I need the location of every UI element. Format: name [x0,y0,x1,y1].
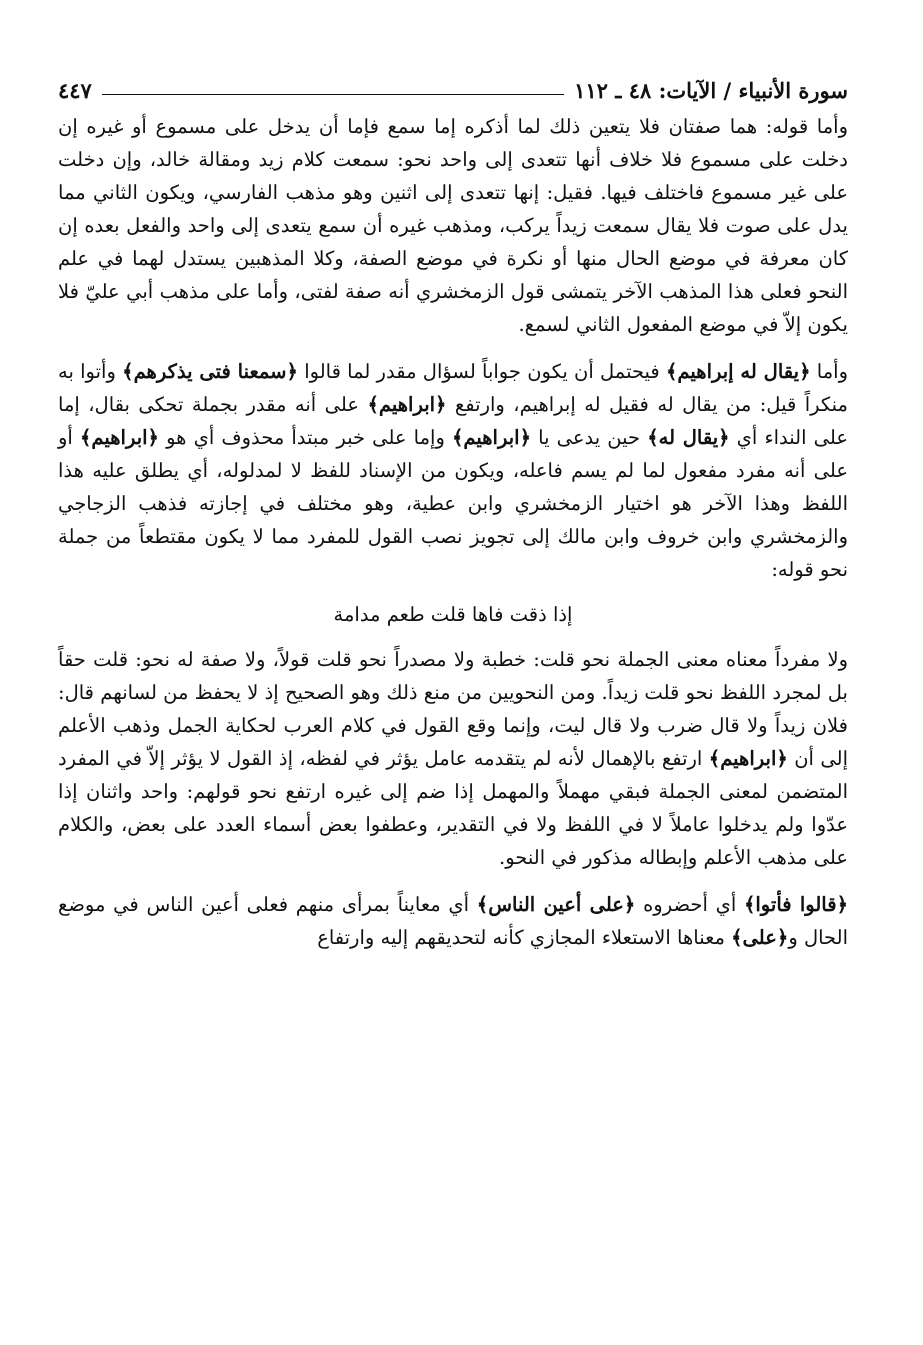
chapter-title: سورة الأنبياء / الآيات: ٤٨ ـ ١١٢ [574,77,848,103]
text-run: أو على أنه مفرد مفعول لما لم يسم فاعله، ويكون من الإسناد للفظ لا لمدلوله، أي يطلق عليه هذا اللفظ وهذا الآخر هو اختيار الزمخشري وابن عطية، وهو مختلف في إجازته فذهب الزجاجي والزمخشري وابن خروف وابن مالك إلى تجويز نصب القول للمفرد مما لا يكون مقتطعاً من جملة نحو قوله: [58,426,848,581]
quran-quote: ﴿سمعنا فتى يذكرهم﴾ [122,360,298,383]
quran-quote: ﴿ابراهيم﴾ [451,426,532,449]
quran-quote: ﴿على﴾ [731,926,789,949]
quran-quote: ﴿على أعين الناس﴾ [476,893,636,916]
poetry-verse: إذا ذقت فاها قلت طعم مدامة [333,603,573,626]
book-page [58,70,848,954]
paragraph-3 [58,643,848,874]
paragraph-2 [58,355,848,586]
text-run: فيحتمل أن يكون جواباً لسؤال مقدر لما قالوا [297,360,666,383]
quran-quote: ﴿يقال له إبراهيم﴾ [666,360,811,383]
text-run: أي معايناً بمرأى منهم فعلى أعين الناس في موضع الحال و [58,893,848,949]
text-run: أي أحضروه [635,893,744,916]
text-run: ارتفع بالإهمال لأنه لم يتقدمه عامل يؤثر في لفظه، إذ القول لا يؤثر إلاّ في المفرد المتضمن لمعنى الجملة فبقي مهملاً والمهمل إذا ضم إلى غيره ارتفع نحو قولهم: واحد واثنان إذا عدّوا ولم يدخلوا عاملاً لا في اللفظ ولا في التقدير، وعطفوا بعض أسماء العدد على بعض، والكلام على مذهب الأعلم وإبطاله مذكور في النحو. [58,747,848,869]
text-run: وأتوا به منكراً قيل: من يقال له فقيل له إبراهيم، وارتفع [58,360,848,416]
text-run: حين يدعى يا [531,426,648,449]
page-number: ٤٤٧ [58,77,92,103]
quran-quote: ﴿يقال له﴾ [647,426,730,449]
quran-quote: ﴿ابراهيم﴾ [79,426,159,449]
paragraph-1: وأما قوله: هما صفتان فلا يتعين ذلك لما أذكره إما سمع فإما أن يدخل على مسموع أو غيره إن دخلت على مسموع فلا خلاف أنها تتعدى إلى واحد نحو: سمعت كلام زيد ومقالة خالد، وإن دخلت على غير مسموع فاختلف فيها. فقيل: إنها تتعدى إلى اثنين وهو مذهب الفارسي، ويكون الثاني مما يدل على صوت فلا يقال سمعت زيداً يركب، ومذهب غيره أن سمع يتعدى إلى واحد والفعل بعده إن كان معرفة في موضع الحال منها أو نكرة في موضع الصفة، وكلا المذهبين يستدل لهما في علم النحو فعلى هذا المذهب الآخر يتمشى قول الزمخشري أنه صفة لفتى، وأما على مذهب أبي عليّ فلا يكون إلاّ في موضع المفعول الثاني لسمع. [58,115,848,336]
quran-quote: ﴿ابراهيم﴾ [708,747,788,770]
paragraph-4 [58,888,848,954]
quran-quote: ﴿قالوا فأتوا﴾ [743,893,848,916]
body-text [58,110,848,954]
text-run: وأما [810,360,848,383]
header-rule [102,94,564,95]
text-run: وإما على خبر مبتدأ محذوف أي هو [158,426,452,449]
text-run: ولا مفرداً معناه معنى الجملة نحو قلت: خطبة ولا مصدراً نحو قلت قولاً، ولا صفة له نحو: قلت حقاً بل لمجرد اللفظ نحو قلت زيداً. ومن النحويين من منع ذلك وهو الصحيح إذ لا يحفظ من لسانهم قال: فلان زيداً ولا قال ضرب ولا قال ليت، وإنما وقع القول في كلام العرب لحكاية الجمل وذهب الأعلم إلى أن [58,648,849,770]
quran-quote: ﴿ابراهيم﴾ [367,393,447,416]
running-header [58,70,848,110]
text-run: على أنه مقدر بجملة تحكى بقال، إما على النداء أي [58,393,848,449]
text-run: معناها الاستعلاء المجازي كأنه لتحديقهم إليه وارتفاع [317,926,732,949]
